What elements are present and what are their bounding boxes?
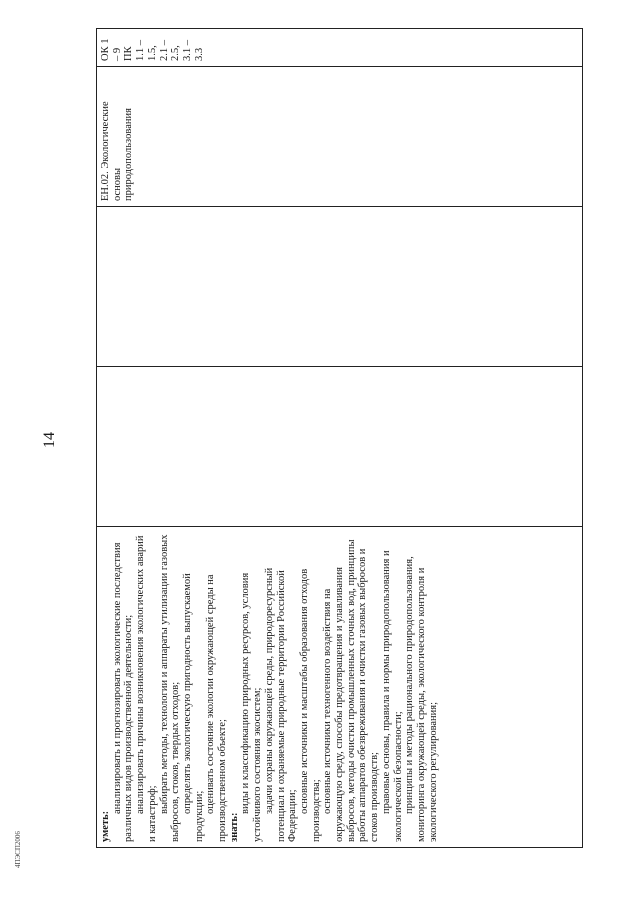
page-number: 14 (41, 432, 58, 448)
competency-code-line: ПК 1.1 – 1.5, (123, 40, 158, 61)
empty-hours-cell (97, 367, 582, 527)
umet-item: определять экологическую пригодность выпускаемой продукции; (181, 573, 205, 842)
competency-code-line: ОК 1 – 9 (100, 38, 123, 61)
discipline-line: ЕН.02. Экологические (100, 101, 111, 201)
znat-item: принципы и методы рационального природопользования, мониторинга окружающей среды, экологического контроля и экологического регулирования; (404, 556, 439, 842)
table-wrapper (96, 28, 583, 848)
znat-item: основные источники техногенного воздействия на окружающую среду, способы предотвращения и улавливания выбросов, методы очистки промышленных сточных вод, принципы работы аппаратов обезвреживания и очистки газовых выбросов и стоков производств; (322, 539, 381, 842)
empty-hours-cell-2 (97, 207, 582, 367)
discipline-line: основы (111, 167, 123, 201)
competencies-cell (97, 527, 582, 847)
znat-item: виды и классификацию природных ресурсов, условия устойчивого состояния экосистем; (240, 572, 264, 842)
znat-heading: знать: (228, 812, 240, 842)
umet-item: оценивать состояние экологии окружающей среды на производственном объекте; (205, 574, 229, 842)
umet-heading: уметь: (100, 810, 111, 842)
znat-item: основные источники и масштабы образования отходов производства; (298, 568, 322, 842)
umet-item: анализировать и прогнозировать экологические последствия различных видов производственной деятельности; (111, 542, 135, 842)
competency-code-line: 2.1 – 2.5, (158, 40, 182, 61)
umet-item: анализировать причины возникновения экологических аварий и катастроф; (135, 535, 158, 842)
discipline-line: природопользования (123, 108, 135, 201)
znat-item: задачи охраны окружающей среды, природоресурсный потенциал и охраняемые природные территории Российской Федерации; (263, 567, 299, 842)
umet-item: выбирать методы, технологии и аппараты утилизации газовых выбросов, стоков, твердых отходов; (158, 534, 182, 842)
curriculum-table-row (96, 28, 583, 848)
discipline-cell (97, 67, 582, 207)
competency-codes-cell (97, 29, 582, 67)
document-side-code: 4ПЭСП2006 (14, 831, 22, 868)
znat-item: правовые основы, правила и нормы природопользования и экологической безопасности; (380, 550, 404, 842)
competency-code-line: 3.1 – 3.3 (181, 40, 205, 61)
